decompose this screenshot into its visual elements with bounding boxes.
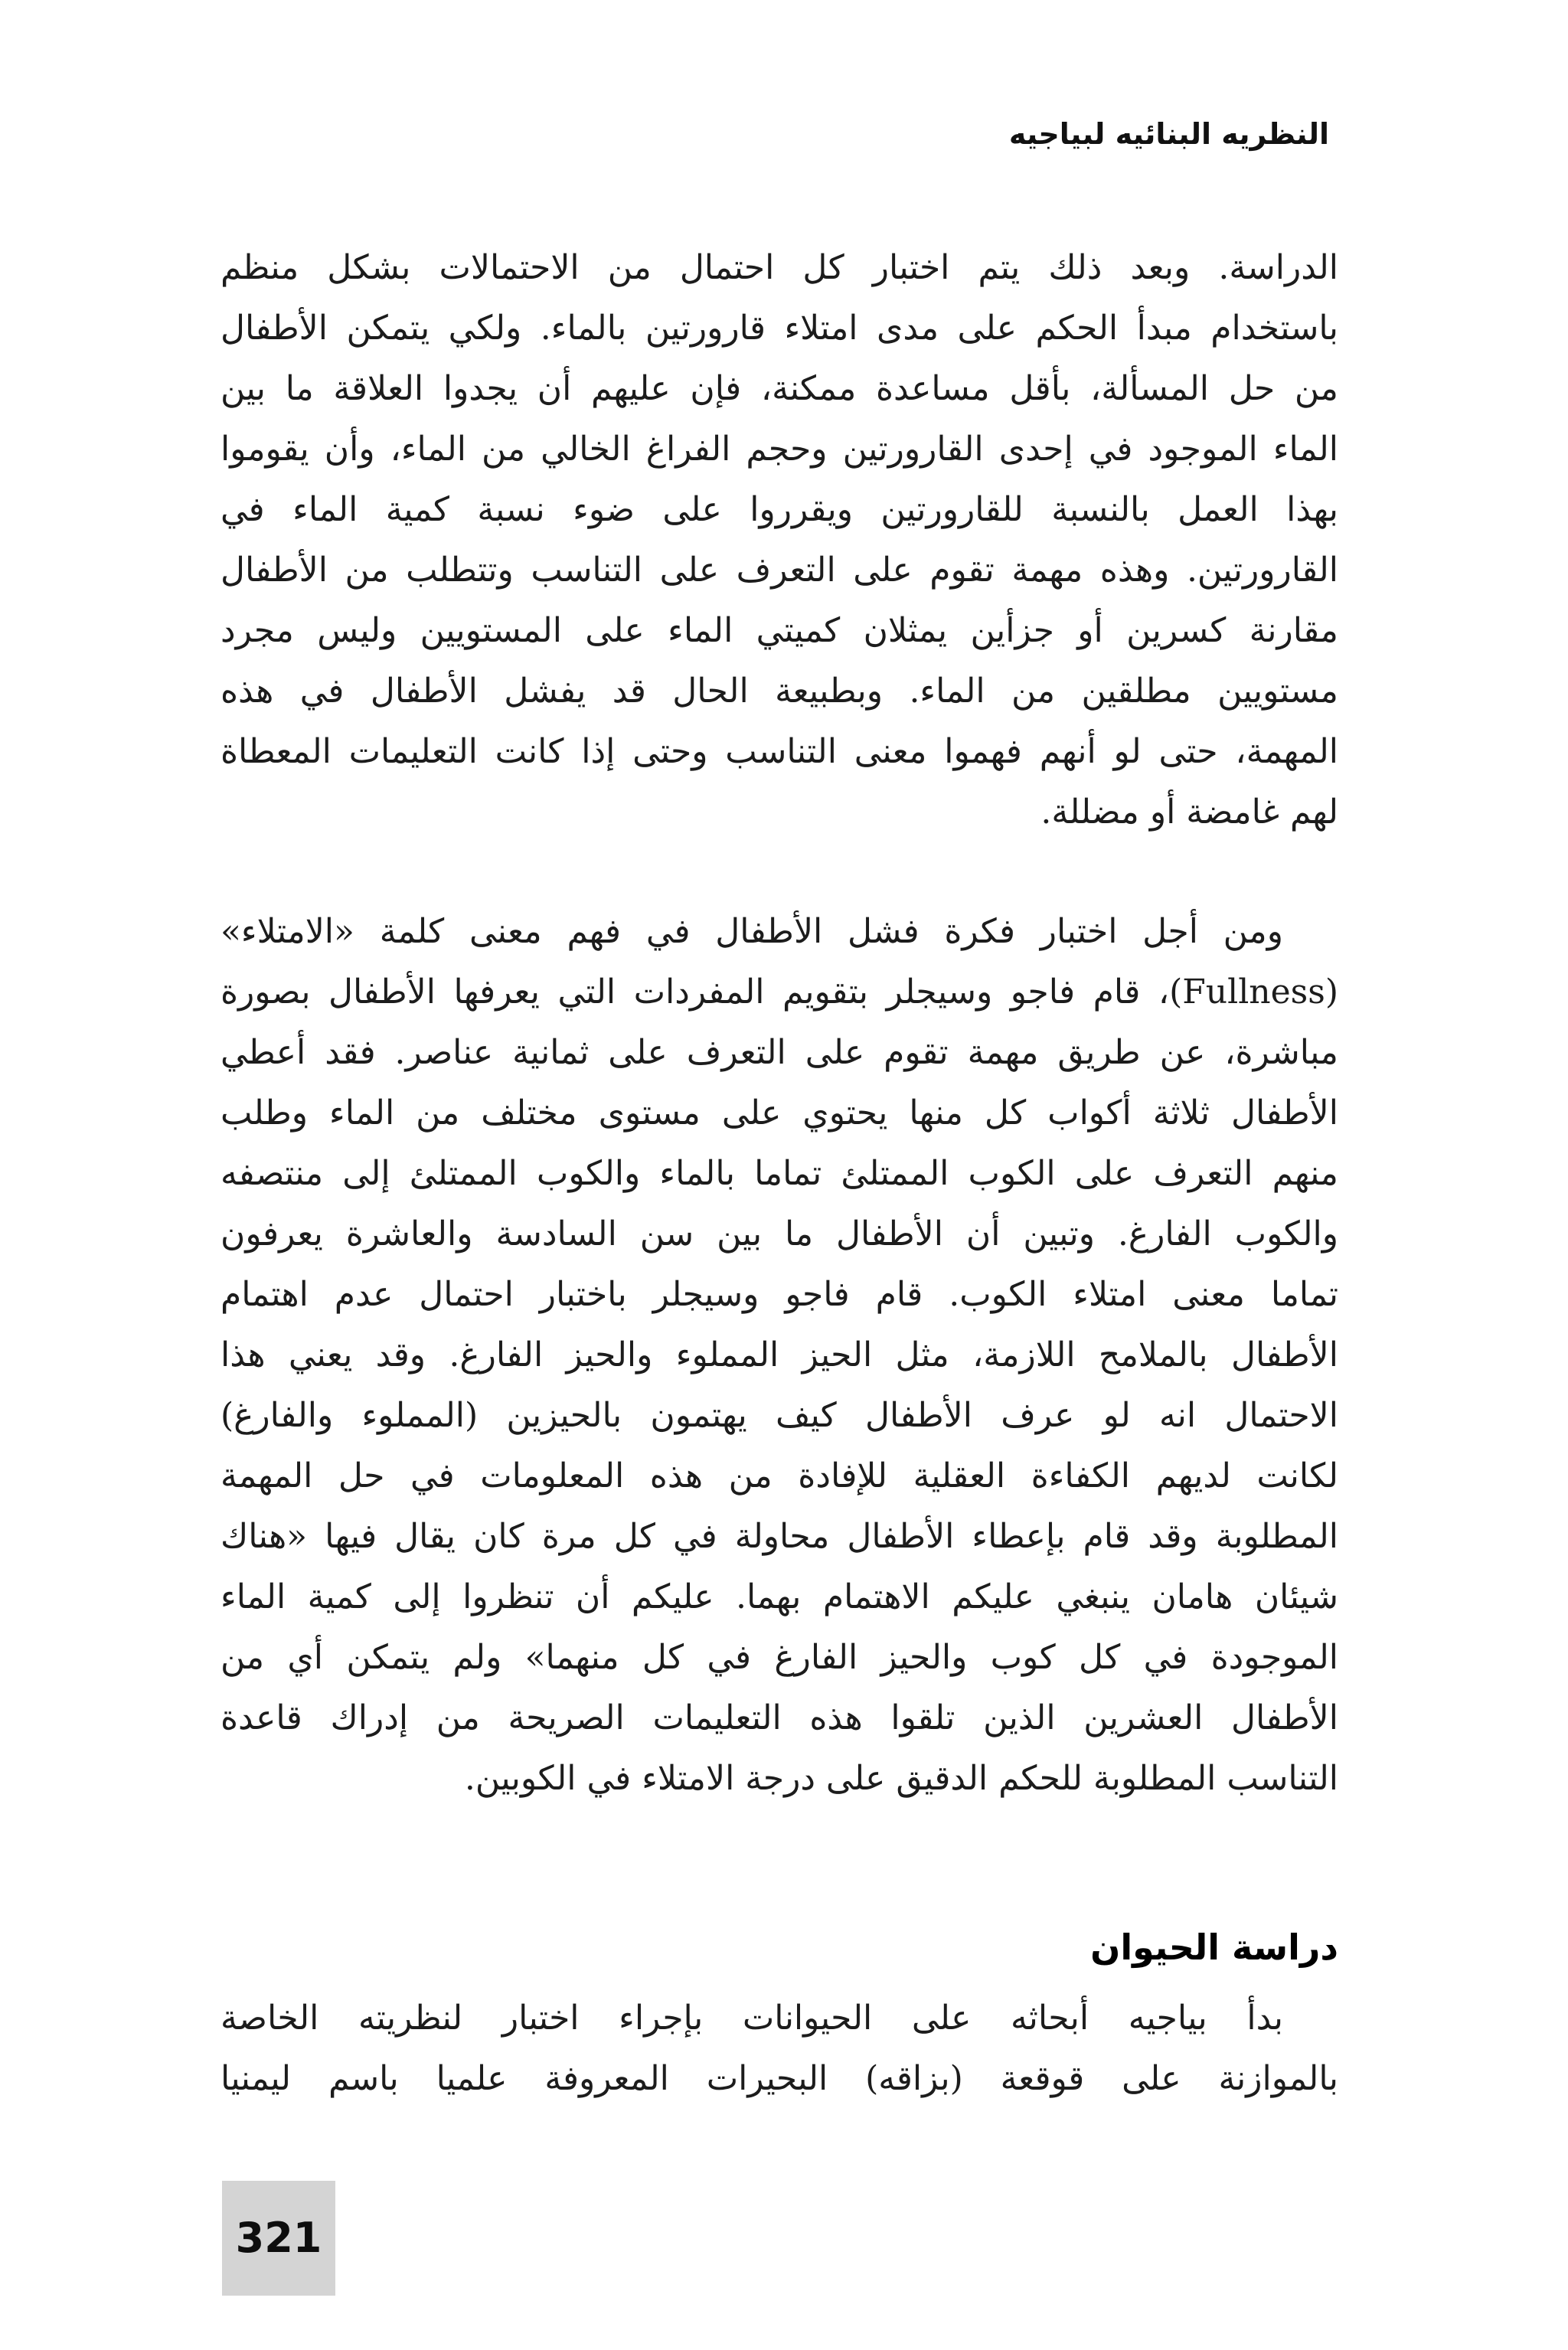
section-paragraph [220, 1988, 1338, 2109]
text-line: بالموازنة على قوقعة (بزاقه) البحيرات المعروفة علميا باسم ليمنيا [220, 2059, 1338, 2098]
text-line: لكانت لديهم الكفاءة العقلية للإفادة من هذه المعلومات في حل المهمة [220, 1456, 1338, 1495]
paragraph-1 [220, 237, 1338, 842]
text-line: والكوب الفارغ. وتبين أن الأطفال ما بين سن السادسة والعاشرة يعرفون [220, 1214, 1338, 1253]
text-line-first: ومن أجل اختبار فكرة فشل الأطفال في فهم معنى كلمة «الامتلاء» [220, 912, 1283, 951]
text-line: القارورتين. وهذه مهمة تقوم على التعرف على التناسب وتتطلب من الأطفال [220, 551, 1338, 590]
text-line-last: لهم غامضة أو مضللة. [1040, 793, 1338, 832]
text-line: مقارنة كسرين أو جزأين يمثلان كميتي الماء على المستويين وليس مجرد [220, 611, 1338, 650]
running-header: النظريه البنائيه لبياجيه [1008, 117, 1329, 151]
text-line: من حل المسألة، بأقل مساعدة ممكنة، فإن عليهم أن يجدوا العلاقة ما بين [220, 369, 1338, 408]
text-line: الموجودة في كل كوب والحيز الفارغ في كل منهما» ولم يتمكن أي من [220, 1638, 1338, 1677]
text-line: المطلوبة وقد قام بإعطاء الأطفال محاولة في كل مرة كان يقال فيها «هناك [220, 1517, 1338, 1556]
text-line: بهذا العمل بالنسبة للقارورتين ويقرروا على ضوء نسبة كمية الماء في [220, 490, 1338, 529]
text-line: المهمة، حتى لو أنهم فهموا معنى التناسب وحتى إذا كانت التعليمات المعطاة [220, 732, 1338, 771]
text-line: الأطفال بالملامح اللازمة، مثل الحيز المملوء والحيز الفارغ. وقد يعني هذا [220, 1335, 1338, 1374]
text-line: الأطفال العشرين الذين تلقوا هذه التعليمات الصريحة من إدراك قاعدة [220, 1698, 1338, 1737]
page-number: 321 [235, 2214, 322, 2262]
text-line-last: التناسب المطلوبة للحكم الدقيق على درجة الامتلاء في الكوبين. [464, 1759, 1338, 1798]
text-line: الماء الموجود في إحدى القارورتين وحجم الفراغ الخالي من الماء، وأن يقوموا [220, 430, 1338, 469]
text-line: مباشرة، عن طريق مهمة تقوم على التعرف على ثمانية عناصر. فقد أعطي [220, 1033, 1338, 1072]
text-line: منهم التعرف على الكوب الممتلئ تماما بالماء والكوب الممتلئ إلى منتصفه [220, 1154, 1338, 1193]
text-line: (Fullness)، قام فاجو وسيجلر بتقويم المفردات التي يعرفها الأطفال بصورة [220, 972, 1338, 1012]
text-line: باستخدام مبدأ الحكم على مدى امتلاء قارورتين بالماء. ولكي يتمكن الأطفال [220, 309, 1338, 348]
page-number-box [222, 2181, 335, 2296]
text-line: الاحتمال انه لو عرف الأطفال كيف يهتمون بالحيزين (المملوء والفارغ) [220, 1396, 1338, 1435]
text-line: شيئان هامان ينبغي عليكم الاهتمام بهما. عليكم أن تنظروا إلى كمية الماء [220, 1577, 1338, 1616]
section-heading: دراسة الحيوان [1090, 1927, 1338, 1968]
text-line: مستويين مطلقين من الماء. وبطبيعة الحال قد يفشل الأطفال في هذه [220, 672, 1338, 711]
paragraph-2 [220, 901, 1338, 1809]
text-line: تماما معنى امتلاء الكوب. قام فاجو وسيجلر باختبار احتمال عدم اهتمام [220, 1275, 1338, 1314]
text-line-first: بدأ بياجيه أبحاثه على الحيوانات بإجراء اختبار لنظريته الخاصة [220, 1999, 1283, 2038]
text-line: الأطفال ثلاثة أكواب كل منها يحتوي على مستوى مختلف من الماء وطلب [220, 1093, 1338, 1133]
text-line: الدراسة. وبعد ذلك يتم اختبار كل احتمال من الاحتمالات بشكل منظم [220, 248, 1338, 287]
